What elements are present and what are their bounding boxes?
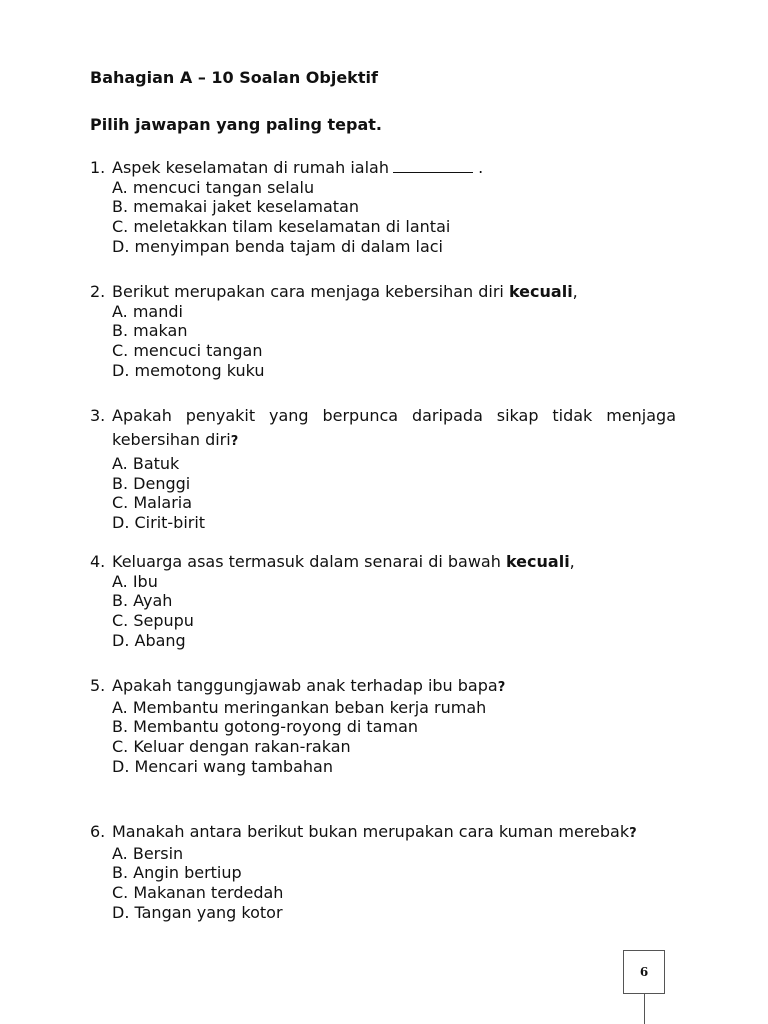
page-number-box	[623, 950, 665, 994]
question-text: Apakah penyakit yang berpunca daripada sikap tidak menjaga kebersihan diri	[112, 406, 676, 449]
option-b: B. memakai jaket keselamatan	[112, 197, 360, 217]
question-number: 2.	[90, 282, 106, 301]
option-d: D. Tangan yang kotor	[112, 902, 283, 922]
question-end: .	[478, 158, 484, 177]
question-end: ,	[569, 552, 575, 571]
question-2	[90, 282, 676, 381]
question-text: Aspek keselamatan di rumah ialah	[112, 158, 389, 177]
option-d: D. memotong kuku	[112, 360, 265, 380]
option-c: C. Keluar dengan rakan-rakan	[112, 737, 351, 757]
section-title: Bahagian A – 10 Soalan Objektif	[90, 68, 378, 87]
option-c: C. Malaria	[112, 493, 193, 513]
question-end: ?	[629, 826, 637, 841]
question-5	[90, 676, 676, 777]
answer-blank	[393, 160, 473, 173]
question-end: ,	[572, 282, 578, 301]
option-b: B. makan	[112, 321, 188, 341]
question-number: 5.	[90, 676, 106, 695]
question-number: 1.	[90, 158, 106, 177]
question-end: ?	[230, 434, 239, 449]
option-d: D. menyimpan benda tajam di dalam laci	[112, 236, 443, 256]
options-list	[90, 698, 676, 777]
question-end: ?	[497, 680, 506, 695]
instruction: Pilih jawapan yang paling tepat.	[90, 115, 382, 134]
page-number-line	[644, 994, 645, 1024]
question-3	[90, 404, 676, 533]
option-c: C. meletakkan tilam keselamatan di lantai	[112, 217, 451, 237]
option-b: B. Denggi	[112, 473, 191, 493]
option-c: C. mencuci tangan	[112, 341, 263, 361]
question-number: 6.	[90, 822, 106, 841]
option-a: A. Ibu	[112, 571, 158, 591]
option-b: B. Angin bertiup	[112, 863, 242, 883]
question-number: 4.	[90, 552, 106, 571]
option-a: A. Batuk	[112, 454, 180, 473]
question-text: Keluarga asas termasuk dalam senarai di bawah	[112, 552, 506, 571]
question-text: Apakah tanggungjawab anak terhadap ibu bapa	[112, 676, 498, 695]
option-a: A. Membantu meringankan beban kerja rumah	[112, 697, 487, 717]
options-list	[90, 844, 676, 923]
option-a: A. Bersin	[112, 843, 184, 863]
emphasis-word: kecuali	[505, 552, 570, 571]
question-1	[90, 158, 676, 257]
option-b: B. Membantu gotong-royong di taman	[112, 717, 419, 737]
options-list	[90, 178, 676, 257]
option-d: D. Abang	[112, 630, 186, 650]
options-list	[90, 302, 676, 381]
option-c: C. Makanan terdedah	[112, 883, 284, 903]
options-list	[90, 572, 676, 651]
options-list	[90, 454, 676, 533]
page-number: 6	[639, 965, 649, 979]
question-4	[90, 552, 676, 651]
option-a: A. mandi	[112, 301, 183, 321]
question-6	[90, 822, 676, 923]
emphasis-word: kecuali	[508, 282, 573, 301]
question-text: Berikut merupakan cara menjaga kebersihan diri	[112, 282, 509, 301]
option-d: D. Cirit-birit	[112, 513, 206, 533]
question-number: 3.	[90, 406, 106, 425]
option-b: B. Ayah	[112, 591, 173, 611]
option-d: D. Mencari wang tambahan	[112, 756, 333, 776]
option-c: C. Sepupu	[112, 611, 194, 631]
question-text: Manakah antara berikut bukan merupakan cara kuman merebak	[112, 822, 630, 841]
option-a: A. mencuci tangan selalu	[112, 177, 315, 197]
